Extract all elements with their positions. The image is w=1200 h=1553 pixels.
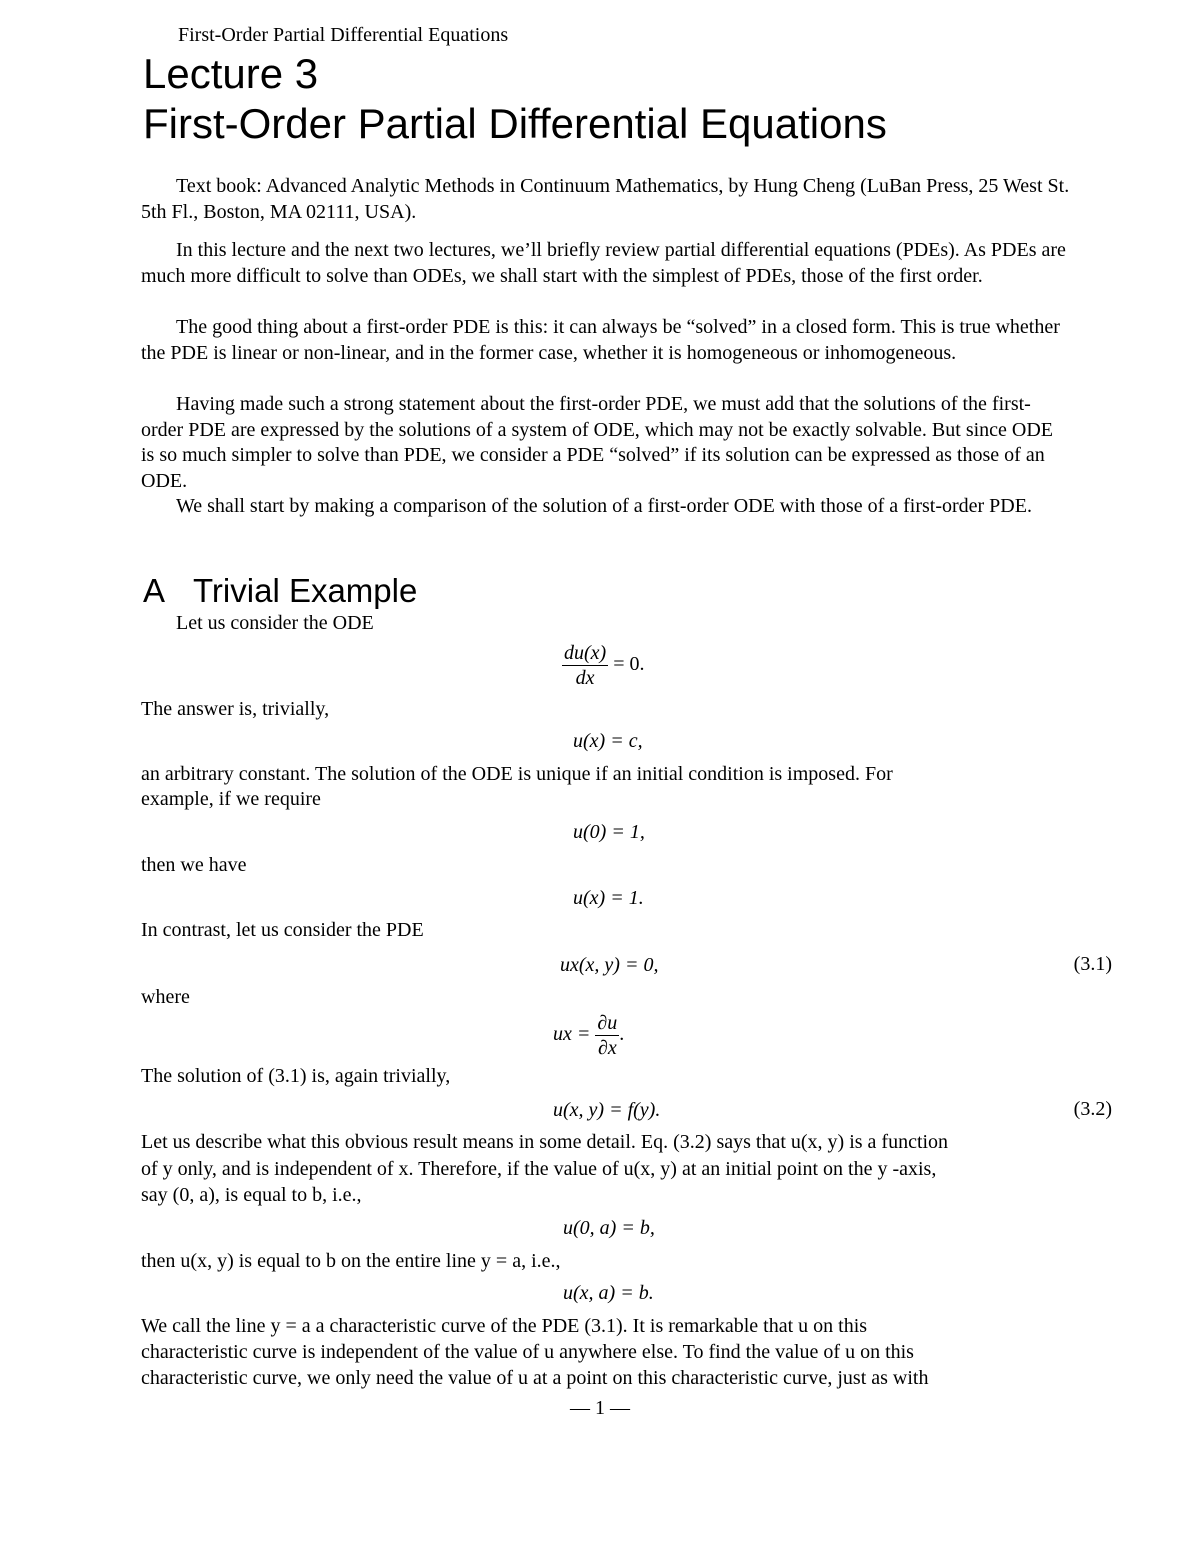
textbook-reference: Text book: Advanced Analytic Methods in Continuum Mathematics, by Hung Cheng (LuBan Press, 25 West St. 5th Fl., Boston, MA 02111, USA). [141, 175, 1070, 223]
equation-lhs: ux = [553, 1023, 591, 1046]
body-text: example, if we require [141, 788, 321, 810]
equation-unique-solution: u(x) = 1. [573, 887, 644, 909]
intro-paragraph-4: We shall start by making a comparison of the solution of a first-order ODE with those of a first-order PDE. [176, 495, 1032, 517]
equation-label: (3.2) [1073, 1098, 1112, 1120]
body-text: then we have [141, 854, 247, 876]
equation-initial-condition: u(0) = 1, [573, 821, 645, 843]
lecture-title: First-Order Partial Differential Equations [143, 100, 887, 147]
equation-partial-definition [553, 1011, 624, 1060]
running-head: First-Order Partial Differential Equations [178, 24, 509, 46]
equation-initial-point: u(0, a) = b, [563, 1217, 655, 1239]
equation-pde-solution: u(x, y) = f(y). [553, 1099, 661, 1121]
body-text: of y only, and is independent of x. Therefore, if the value of u(x, y) at an initial point on the y -axis, [141, 1158, 937, 1180]
fraction-numerator: du(x) [564, 642, 607, 664]
fraction-denominator: dx [575, 667, 595, 689]
body-text: Let us consider the ODE [176, 612, 374, 634]
lecture-number-title: Lecture 3 [143, 50, 319, 97]
body-text: where [141, 986, 190, 1008]
equation-ode [562, 641, 644, 690]
body-text: In contrast, let us consider the PDE [141, 919, 424, 941]
body-text: an arbitrary constant. The solution of the ODE is unique if an initial condition is imposed. For [141, 763, 893, 785]
body-text: characteristic curve is independent of the value of u anywhere else. To find the value of u on this [141, 1341, 914, 1363]
intro-paragraph-3: Having made such a strong statement about the first-order PDE, we must add that the solutions of the first-order PDE are expressed by the solutions of a system of ODE, which may not be exactly solvable. But since ODE is so much simpler to solve than PDE, we consider a PDE “solved” if its solution can be expressed as those of an ODE. [141, 393, 1054, 492]
page-number: — 1 — [570, 1397, 630, 1419]
intro-paragraph-2: The good thing about a first-order PDE is this: it can always be “solved” in a closed form. This is true whether the PDE is linear or non-linear, and in the former case, whether it is homogeneous or inhomogeneous. [141, 316, 1060, 364]
fraction-denominator: ∂x [597, 1037, 617, 1059]
section-number: A [143, 572, 166, 609]
body-text: We call the line y = a a characteristic curve of the PDE (3.1). It is remarkable that u on this [141, 1315, 868, 1337]
body-text: The answer is, trivially, [141, 698, 330, 720]
body-text: Let us describe what this obvious result means in some detail. Eq. (3.2) says that u(x, y) is a function [141, 1131, 949, 1153]
fraction-numerator: ∂u [597, 1012, 618, 1034]
equation-label: (3.1) [1073, 953, 1112, 975]
equation-pde: ux(x, y) = 0, [560, 954, 659, 976]
body-text: say (0, a), is equal to b, i.e., [141, 1184, 362, 1206]
section-heading [143, 572, 417, 610]
section-title: Trivial Example [193, 572, 418, 609]
body-text: then u(x, y) is equal to b on the entire line y = a, i.e., [141, 1250, 561, 1272]
intro-paragraph-1: In this lecture and the next two lectures, we’ll briefly review partial differential equations (PDEs). As PDEs are much more difficult to solve than ODEs, we shall start with the simplest of PDEs, those of the first order. [141, 239, 1066, 287]
body-text: The solution of (3.1) is, again trivially, [141, 1065, 451, 1087]
equation-rhs: = 0. [613, 653, 645, 676]
equation-characteristic-value: u(x, a) = b. [563, 1282, 654, 1304]
equation-period: . [619, 1023, 625, 1046]
equation-solution: u(x) = c, [573, 730, 643, 752]
body-text: characteristic curve, we only need the value of u at a point on this characteristic curve, just as with [141, 1367, 929, 1389]
